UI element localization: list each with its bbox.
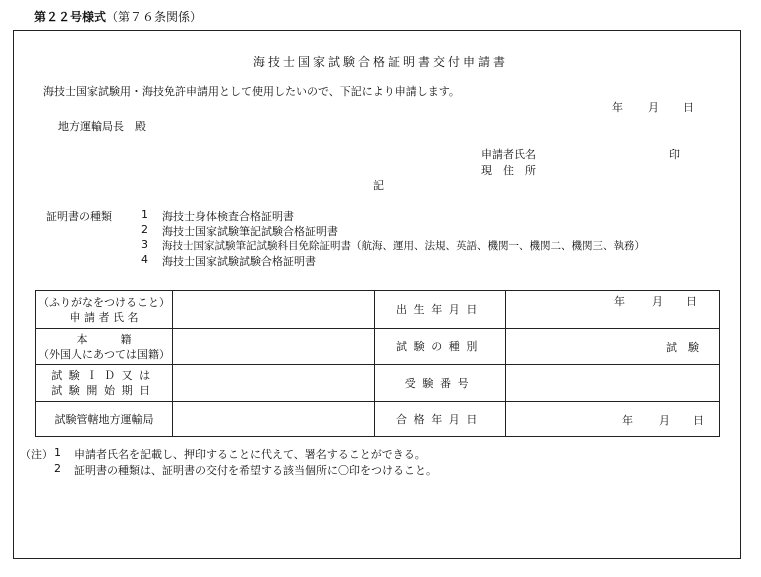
form-number-main: 第２２号様式 — [34, 10, 107, 24]
birth-date-label: 出生年月日 — [375, 291, 506, 329]
form-number-ref: （第７６条関係） — [106, 10, 203, 24]
pass-day: 日 — [693, 413, 704, 427]
exam-type-field[interactable] — [506, 329, 720, 365]
cert-item-text: 海技士国家試験筆記試験科目免除証明書（航海、運用、法規、英語、機関一、機関二、機関三、執務） — [162, 240, 645, 252]
exam-number-field[interactable] — [506, 365, 720, 402]
table-row — [36, 402, 720, 437]
note-text: 証明書の種類は、証明書の交付を希望する該当個所に〇印をつけること。 — [74, 464, 437, 477]
applicant-info-table — [35, 290, 720, 437]
exam-start-label: 試験開始期日 — [51, 384, 157, 397]
table-row — [36, 365, 720, 402]
bureau-field[interactable] — [173, 402, 375, 437]
cert-item-no: 3 — [141, 238, 148, 251]
honseki-field[interactable] — [173, 329, 375, 365]
pass-date-field[interactable] — [506, 402, 720, 437]
exam-suffix: 試 験 — [666, 340, 699, 354]
cert-types-label: 証明書の種類 — [46, 210, 112, 223]
furigana-note: （ふりがなをつけること） — [38, 295, 170, 309]
form-number — [34, 8, 202, 25]
document-title: 海技士国家試験合格証明書交付申請書 — [252, 55, 508, 69]
exam-type-label: 試験の種別 — [375, 329, 506, 365]
nationality-note: （外国人にあつては国籍） — [38, 347, 170, 361]
exam-number-label: 受験番号 — [375, 365, 506, 402]
intro-text: 海技士国家試験用・海技免許申請用として使用したいので、下記により申請します。 — [43, 85, 460, 98]
date-day: 日 — [683, 101, 694, 114]
cert-item-no: 4 — [141, 253, 148, 266]
date-month: 月 — [648, 101, 659, 114]
cert-item-text: 海技士身体検査合格証明書 — [162, 210, 294, 223]
applicant-name-header: 申 請 者 氏 名 — [69, 310, 139, 324]
note-no: 1 — [54, 446, 61, 459]
addressee: 地方運輸局長 殿 — [58, 120, 146, 133]
honseki-label: 本 籍 — [76, 332, 132, 346]
note-no: 2 — [54, 462, 61, 475]
birth-month: 月 — [652, 295, 663, 308]
birth-date-field[interactable] — [506, 291, 720, 329]
table-row — [36, 291, 720, 329]
name-label-cell — [36, 291, 173, 329]
notes-prefix: （注） — [20, 448, 53, 461]
ki-heading: 記 — [373, 179, 384, 192]
cert-item-no: 1 — [141, 208, 148, 221]
pass-month: 月 — [659, 413, 670, 427]
bureau-label: 試験管轄地方運輸局 — [36, 402, 173, 437]
address-label: 現 住 所 — [481, 164, 536, 177]
exam-id-label-cell — [36, 365, 173, 402]
birth-day: 日 — [686, 295, 697, 308]
table-row — [36, 329, 720, 365]
cert-item-no: 2 — [141, 223, 148, 236]
pass-year: 年 — [622, 413, 633, 427]
cert-item-text: 海技士国家試験筆記試験合格証明書 — [162, 225, 338, 238]
exam-id-field[interactable] — [173, 365, 375, 402]
note-text: 申請者氏名を記載し、押印することに代えて、署名することができる。 — [74, 448, 426, 461]
date-year: 年 — [612, 101, 623, 114]
cert-item-text: 海技士国家試験試験合格証明書 — [162, 255, 316, 268]
seal-mark: 印 — [669, 148, 680, 161]
honseki-label-cell — [36, 329, 173, 365]
birth-year: 年 — [614, 295, 625, 308]
applicant-name-label: 申請者氏名 — [481, 148, 536, 161]
exam-id-label: 試験ＩＤ又は — [51, 369, 157, 382]
pass-date-label: 合格年月日 — [375, 402, 506, 437]
applicant-name-field[interactable] — [173, 291, 375, 329]
